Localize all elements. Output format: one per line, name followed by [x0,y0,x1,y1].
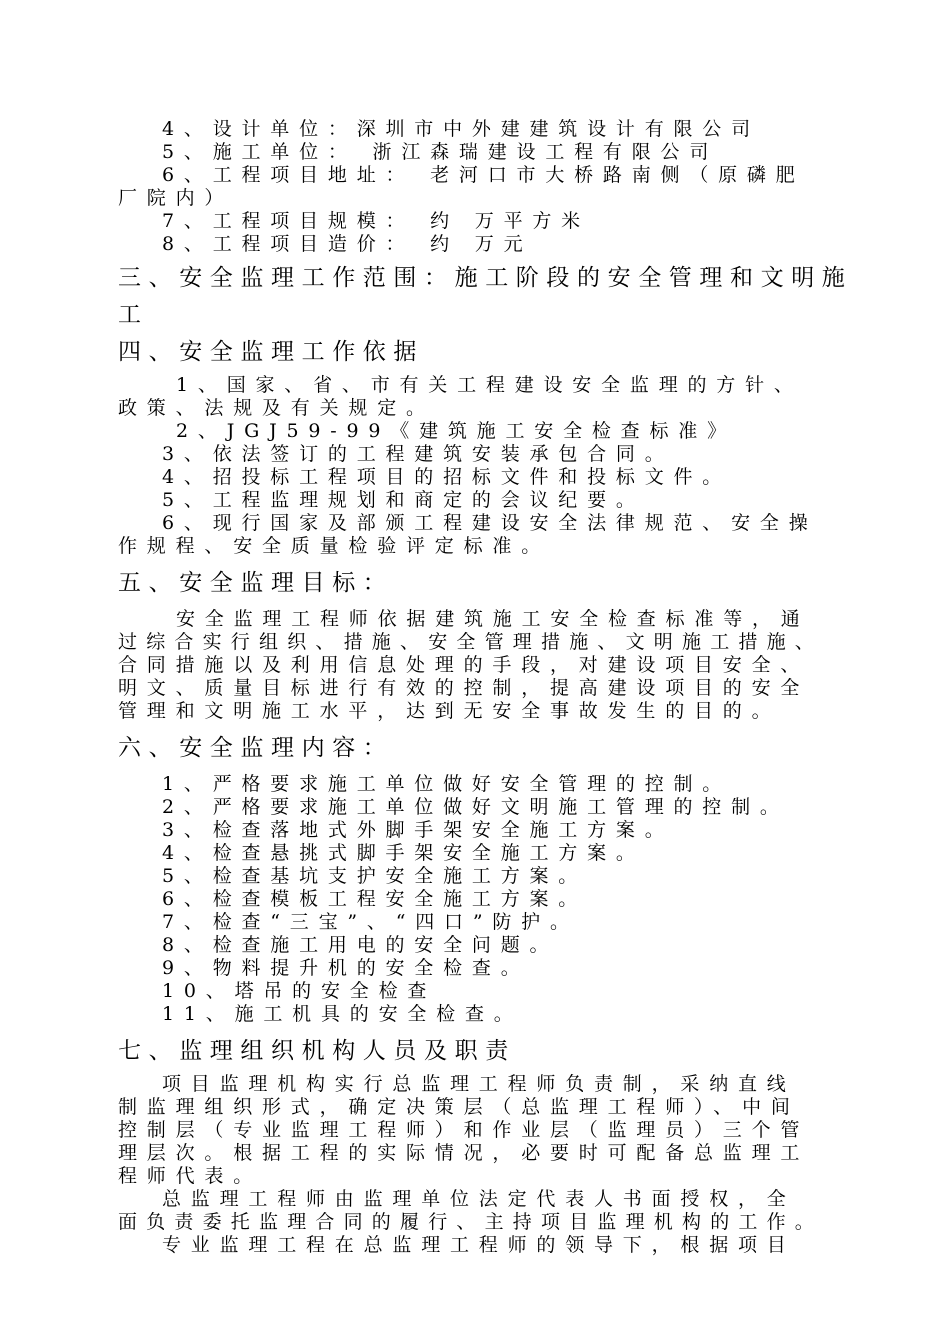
section-4 [118,337,853,558]
content-item-6: 6、检查模板工程安全施工方案。 [162,888,588,910]
section-3-heading-cont: 工 [118,302,141,328]
project-address-line: 6、工程项目地址： 老河口市大桥路南侧（原磷肥 [162,164,805,186]
project-address-line-cont: 厂院内） [118,187,234,209]
project-scale-line: 7、工程项目规模： 约 万平方米 [162,210,590,232]
content-item-1: 1、严格要求施工单位做好安全管理的控制。 [162,773,732,795]
org-paragraph-2-line-1: 总监理工程师由监理单位法定代表人书面授权，全 [162,1188,796,1210]
content-item-2: 2、严格要求施工单位做好文明施工管理的控制。 [162,796,789,818]
basis-item-5: 5、工程监理规划和商定的会议纪要。 [162,489,645,511]
section-6 [118,733,853,1026]
section-6-heading: 六、安全监理内容： [118,735,394,761]
goal-paragraph-line-1: 安全监理工程师依据建筑施工安全检查标准等，通 [176,608,810,630]
section-4-heading: 四、安全监理工作依据 [118,339,424,365]
basis-item-1-cont: 政策、法规及有关规定。 [118,397,435,419]
section-7-heading: 七、监理组织机构人员及职责 [118,1038,516,1064]
content-item-10: 10、塔吊的安全检查 [162,980,437,1002]
basis-item-2: 2、JGJ59-99《建筑施工安全检查标准》 [176,420,736,442]
content-item-11: 11、施工机具的安全检查。 [162,1003,523,1025]
section-5 [118,568,853,723]
basis-item-1: 1、国家、省、市有关工程建设安全监理的方针、 [176,374,803,396]
design-unit-line: 4、设计单位：深圳市中外建建筑设计有限公司 [162,118,760,140]
project-info-block [118,118,853,256]
content-item-9: 9、物料提升机的安全检查。 [162,957,530,979]
document-page [118,118,853,1257]
org-paragraph-3-line-1: 专业监理工程在总监理工程师的领导下，根据项目 [162,1234,796,1256]
org-paragraph-1-line-2: 制监理组织形式，确定决策层（总监理工程师）、中间 [118,1096,800,1118]
section-5-heading: 五、安全监理目标： [118,570,394,596]
section-3-heading: 三、安全监理工作范围：施工阶段的安全管理和文明施 [118,265,853,291]
project-cost-line: 8、工程项目造价： 约 万元 [162,233,533,255]
org-paragraph-2-line-2: 面负责委托监理合同的履行、主持项目监理机构的工作。 [118,1211,824,1233]
goal-paragraph-line-5: 管理和文明施工水平，达到无安全事故发生的目的。 [118,700,781,722]
construction-unit-line: 5、施工单位： 浙江森瑞建设工程有限公司 [162,141,719,163]
basis-item-6: 6、现行国家及部颁工程建设安全法律规范、安全操 [162,512,818,534]
org-paragraph-1-line-4: 理层次。根据工程的实际情况，必要时可配备总监理工 [118,1142,810,1164]
content-item-8: 8、检查施工用电的安全问题。 [162,934,559,956]
org-paragraph-1-line-1: 项目监理机构实行总监理工程师负责制，采纳直线 [162,1073,796,1095]
org-paragraph-1-line-3: 控制层（专业监理工程师）和作业层（监理员）三个管 [118,1119,810,1141]
basis-item-4: 4、招投标工程项目的招标文件和投标文件。 [162,466,732,488]
content-item-5: 5、检查基坑支护安全施工方案。 [162,865,588,887]
basis-item-6-cont: 作规程、安全质量检验评定标准。 [118,535,551,557]
content-item-4: 4、检查悬挑式脚手架安全施工方案。 [162,842,645,864]
basis-item-3: 3、依法签订的工程建筑安装承包合同。 [162,443,674,465]
content-item-3: 3、检查落地式外脚手架安全施工方案。 [162,819,674,841]
section-3 [118,263,853,330]
goal-paragraph-line-3: 合同措施以及利用信息处理的手段，对建设项目安全、 [118,654,810,676]
org-paragraph-1-line-5: 程师代表。 [118,1165,263,1187]
content-item-7: 7、检查“三宝”、“四口”防护。 [162,911,579,933]
goal-paragraph-line-4: 明文、质量目标进行有效的控制，提高建设项目的安全 [118,677,810,699]
goal-paragraph-line-2: 过综合实行组织、措施、安全管理措施、文明施工措施、 [118,631,824,653]
section-7 [118,1036,853,1257]
